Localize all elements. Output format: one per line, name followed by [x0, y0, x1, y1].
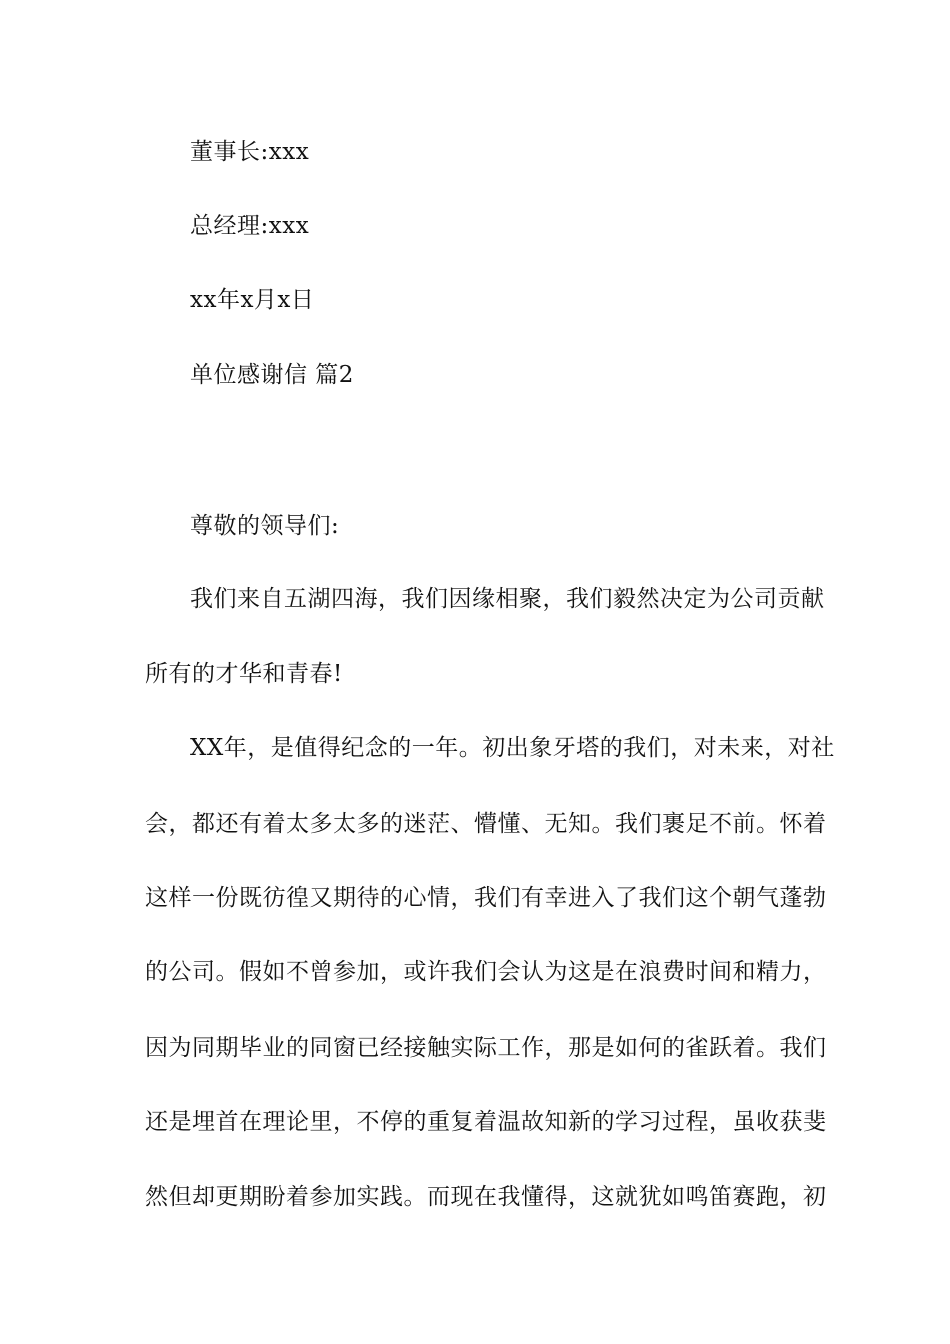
- paragraph-line: 还是埋首在理论里，不停的重复着温故知新的学习过程，虽收获斐: [145, 1109, 827, 1135]
- paragraph-line: 我们来自五湖四海，我们因缘相聚，我们毅然决定为公司贡献: [190, 586, 825, 612]
- signature-date: xx年x月x日: [190, 287, 315, 313]
- paragraph-line: 因为同期毕业的同窗已经接触实际工作，那是如何的雀跃着。我们: [145, 1035, 827, 1061]
- paragraph-line: 的公司。假如不曾参加，或许我们会认为这是在浪费时间和精力，: [145, 959, 827, 985]
- paragraph-line: XX年，是值得纪念的一年。初出象牙塔的我们，对未来，对社: [190, 735, 835, 761]
- paragraph-line: 会，都还有着太多太多的迷茫、懵懂、无知。我们裹足不前。怀着: [145, 811, 827, 837]
- salutation: 尊敬的领导们:: [190, 513, 340, 539]
- paragraph-line: 然但却更期盼着参加实践。而现在我懂得，这就犹如鸣笛赛跑，初: [145, 1184, 827, 1210]
- section-heading: 单位感谢信 篇2: [190, 362, 354, 388]
- paragraph-line: 所有的才华和青春!: [145, 661, 343, 687]
- paragraph-line: 这样一份既彷徨又期待的心情，我们有幸进入了我们这个朝气蓬勃: [145, 885, 827, 911]
- general-manager-signature: 总经理:xxx: [190, 213, 310, 239]
- chairman-signature: 董事长:xxx: [190, 139, 310, 165]
